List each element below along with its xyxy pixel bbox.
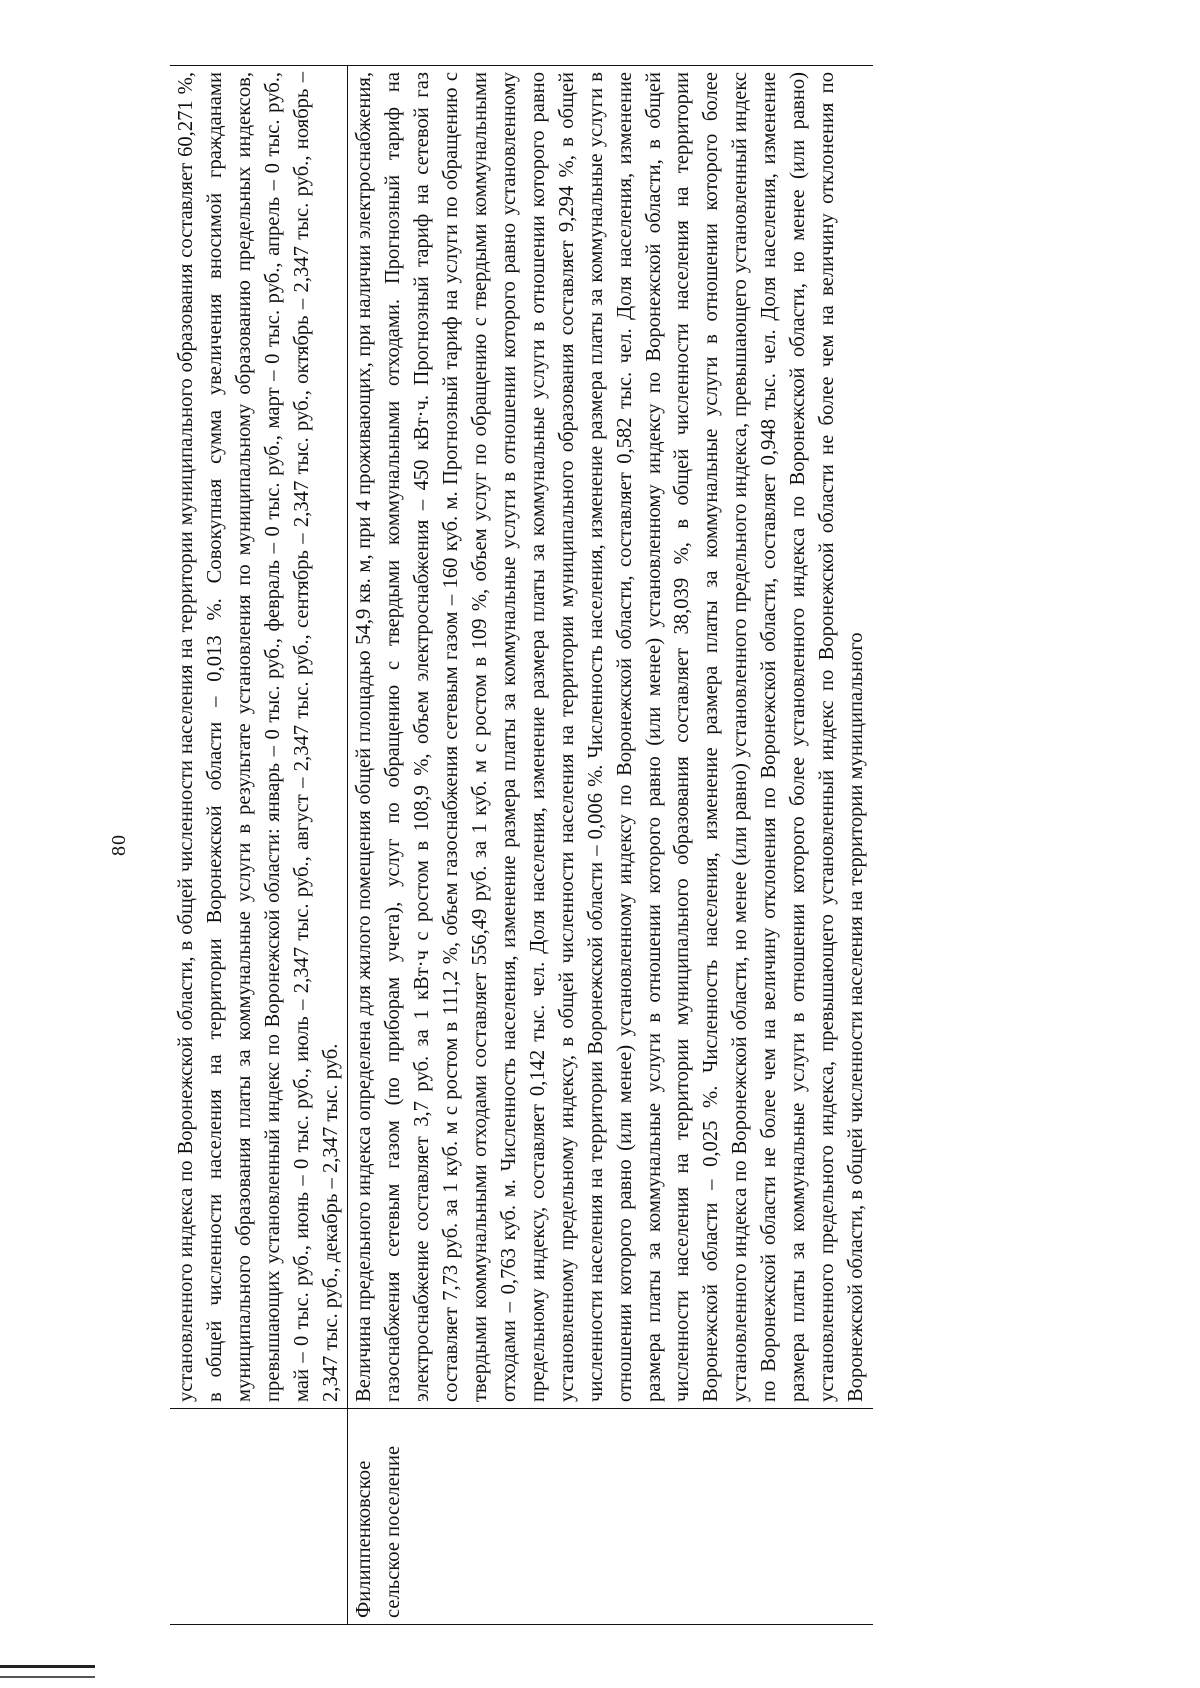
table-row xyxy=(348,66,873,1625)
scan-edge-mark xyxy=(0,1665,95,1668)
page-number: 80 xyxy=(108,834,130,856)
municipality-name-cell xyxy=(170,1409,348,1625)
table-row xyxy=(170,66,348,1625)
index-description-cell: Величина предельного индекса определена для жилого помещения общей площадью 54,9 кв. м, при 4 проживающих, при наличии электроснабжения, газоснабжения сетевым газом (по приборам учета), услуг по обращению с твердыми коммунальными отходами. Прогнозный тариф на электроснабжение составляет 3,7 руб. за 1 кВт·ч с ростом в 108,9 %, объем электроснабжения – 450 кВт·ч. Прогнозный тариф на сетевой газ составляет 7,73 руб. за 1 куб. м с ростом в 111,2 %, объем газоснабжения сетевым газом – 160 куб. м. Прогнозный тариф на услуги по обращению с твердыми коммунальными отходами составляет 556,49 руб. за 1 куб. м с ростом в 109 %, объем услуг по обращению с твердыми коммунальными отходами – 0,763 куб. м. Численность населения, изменение размера платы за коммунальные услуги в отношении которого равно установленному предельному индексу, составляет 0,142 тыс. чел. Доля населения, изменение размера платы за коммунальные услуги в отношении которого равно установленному предельному индексу, в общей численности населения на территории муниципального образования составляет 9,294 %, в общей численности населения на территории Воронежской области – 0,006 %. Численность населения, изменение размера платы за коммунальные услуги в отношении которого равно (или менее) установленному индексу по Воронежской области, составляет 0,582 тыс. чел. Доля населения, изменение размера платы за коммунальные услуги в отношении которого равно (или менее) установленному индексу по Воронежской области, в общей численности населения на территории муниципального образования составляет 38,039 %, в общей численности населения на территории Воронежской области – 0,025 %. Численность населения, изменение размера платы за коммунальные услуги в отношении которого более установленного индекса по Воронежской области, но менее (или равно) установленного предельного индекса, превышающего установленный индекс по Воронежской области не более чем на величину отклонения по Воронежской области, составляет 0,948 тыс. чел. Доля населения, изменение размера платы за коммунальные услуги в отношении которого более установленного индекса по Воронежской области, но менее (или равно) установленного предельного индекса, превышающего установленный индекс по Воронежской области не более чем на величину отклонения по Воронежской области, в общей численности населения на территории муниципального xyxy=(348,66,873,1409)
scan-edge-mark xyxy=(0,1676,95,1678)
municipal-index-table xyxy=(170,65,873,1625)
index-description-cell: установленного индекса по Воронежской области, в общей численности населения на территории муниципального образования составляет 60,271 %, в общей численности населения на территории Воронежской области – 0,013 %. Совокупная сумма увеличения вносимой гражданами муниципального образования платы за коммунальные услуги в результате установления по муниципальному образованию предельных индексов, превышающих установленный индекс по Воронежской области: январь – 0 тыс. руб., февраль – 0 тыс. руб., март – 0 тыс. руб., апрель – 0 тыс. руб., май – 0 тыс. руб., июнь – 0 тыс. руб., июль – 2,347 тыс. руб., август – 2,347 тыс. руб., сентябрь – 2,347 тыс. руб., октябрь – 2,347 тыс. руб., ноябрь – 2,347 тыс. руб., декабрь – 2,347 тыс. руб. xyxy=(170,66,348,1409)
rotated-page xyxy=(90,65,1110,1625)
municipality-name-cell: Филиппенковское сельское поселение xyxy=(348,1409,873,1625)
